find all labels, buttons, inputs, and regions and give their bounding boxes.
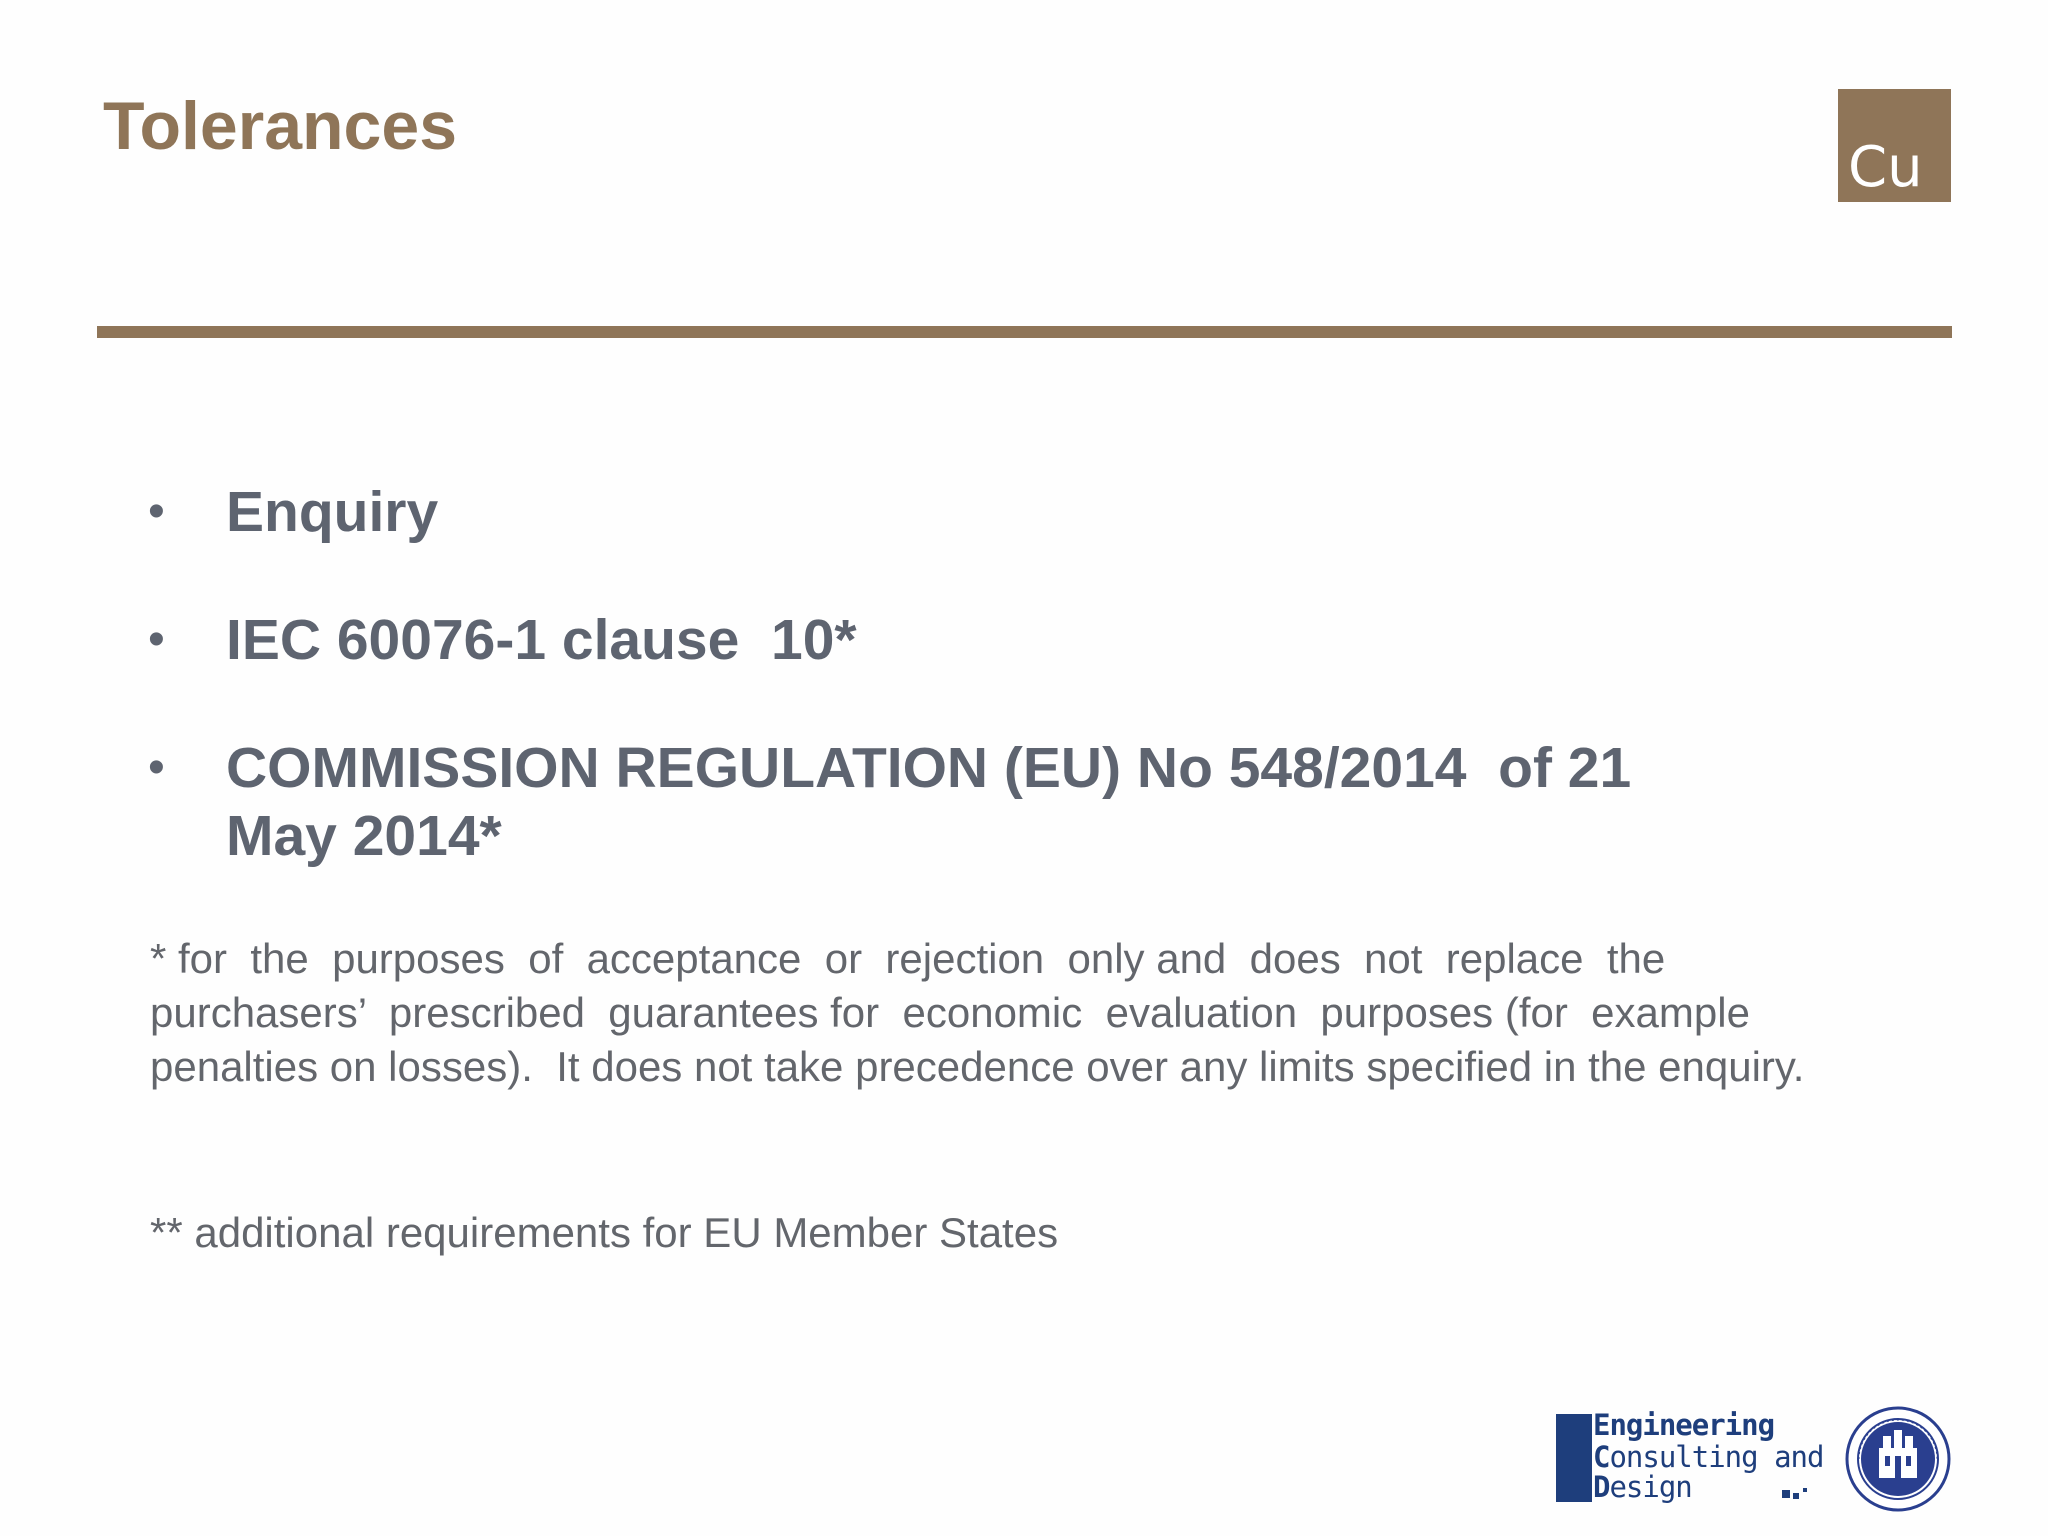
footnote-acceptance: * for the purposes of acceptance or rejection only and does not replace the purchasers’ prescribed guarantees for economic evaluation purposes (for example penalties on losses). It does not take precedence over any limits specified in the enquiry. [150,935,1805,1090]
bullet-marker: • [148,485,165,538]
bullet-marker: • [148,613,165,666]
ecd-initial-c: C [1593,1440,1610,1474]
ecd-logo-line-design [1593,1472,1692,1502]
university-seal-icon [1845,1406,1951,1512]
ecd-dots-icon [1782,1486,1812,1500]
title-divider [97,326,1952,338]
cu-badge-text: Cu [1848,135,1923,200]
footnote-eu-requirements: ** additional requirements for EU Member States [150,1209,1059,1256]
bullet-marker: • [148,741,165,794]
ecd-logo-line-engineering [1593,1410,1774,1440]
bullet-text: IEC 60076-1 clause 10* [226,608,857,672]
ecd-initial-e: E [1593,1408,1610,1442]
ecd-logo [1556,1408,1824,1505]
bullet-text: COMMISSION REGULATION (EU) No 548/2014 of 21 May 2014* [226,736,1648,868]
cu-badge [1838,89,1951,202]
bullet-item-enquiry [148,478,1848,546]
ecd-word-engineering: ngineering [1609,1408,1775,1442]
bullet-item-regulation [148,734,1848,870]
bullet-item-iec [148,606,1848,674]
ecd-word-consulting: onsulting and [1609,1440,1824,1474]
bullet-text: Enquiry [226,480,439,544]
bullet-list [148,478,1848,930]
ecd-logo-line-consulting [1593,1442,1823,1472]
ecd-initial-d: D [1593,1470,1610,1504]
ecd-logo-bar [1556,1414,1592,1502]
ecd-word-design: esign [1609,1470,1692,1504]
slide-title: Tolerances [103,88,458,164]
